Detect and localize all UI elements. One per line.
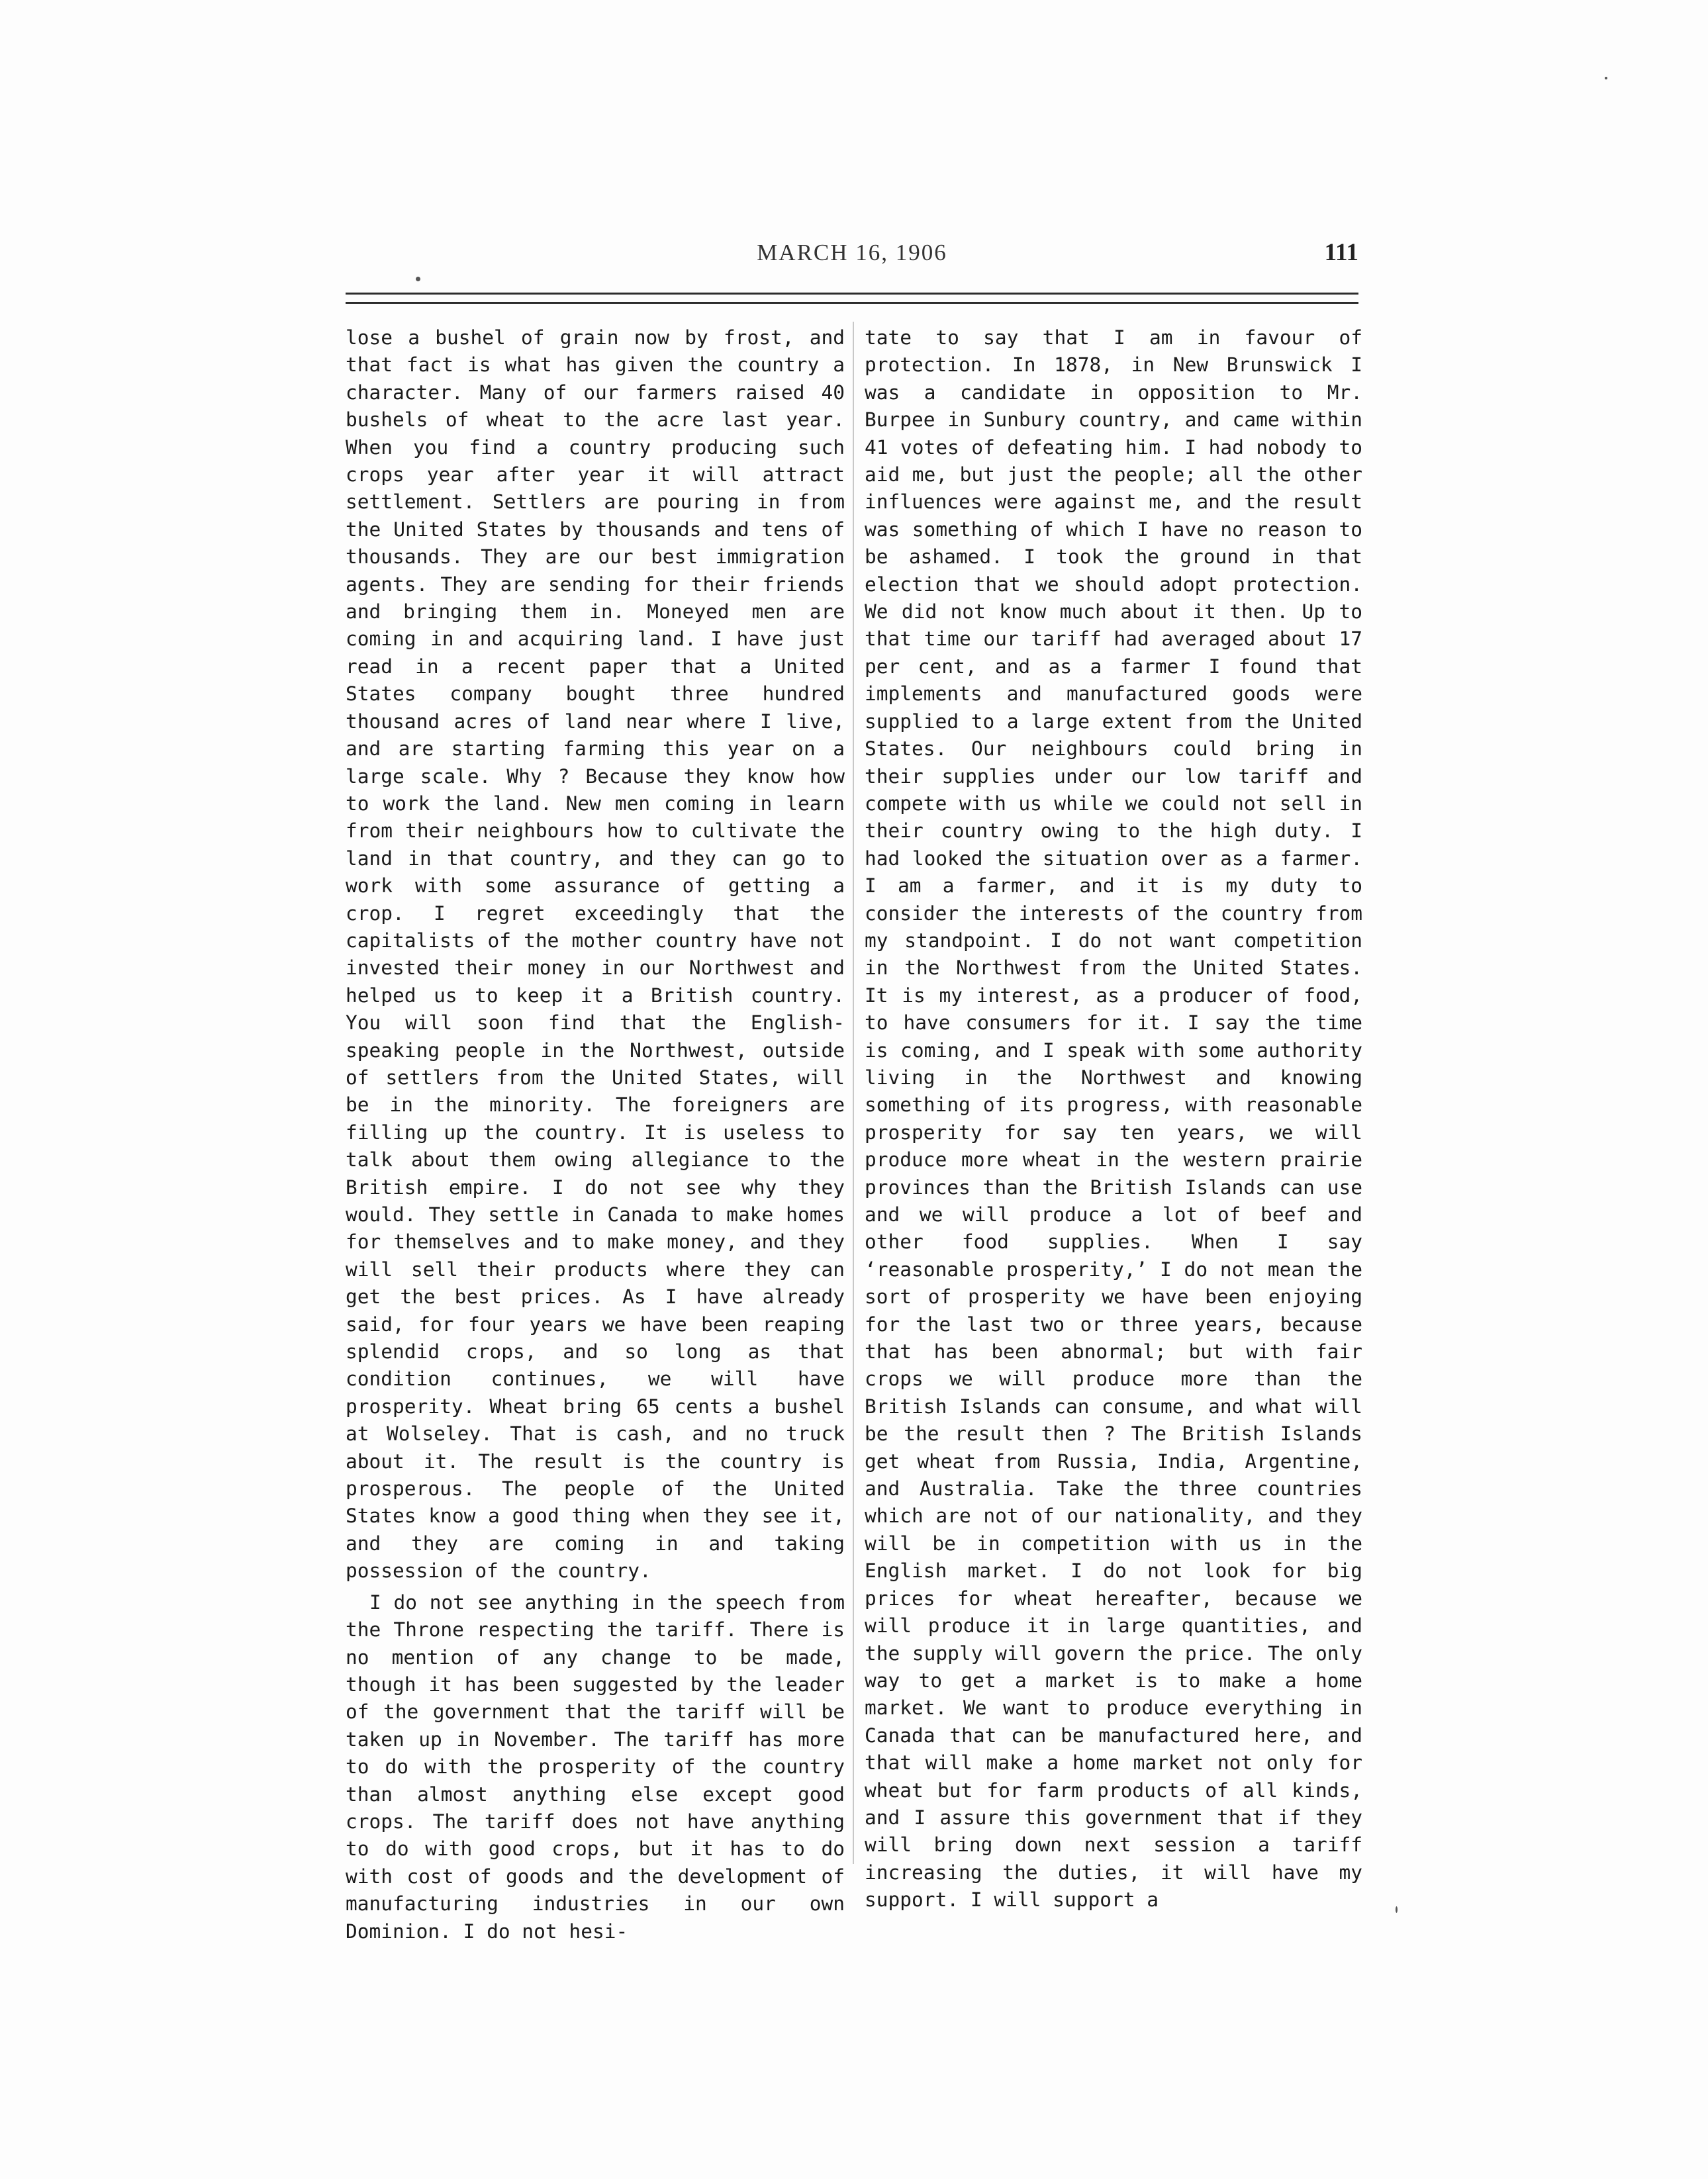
left-paragraph-1: lose a bushel of grain now by frost, and that fact is what has given the country a character. Many of our farmers raised 40 bushels of wheat to the acre last year. When you find a country producing such crops year after year it will attract settlement. Settlers are pouring in from the United States by thousands and tens of thousands. They are our best immigration agents. They are sending for their friends and bringing them in. Moneyed men are coming in and acquiring land. I have just read in a recent paper that a United States company bought three hundred thousand acres of land near where I live, and are starting farming this year on a large scale. Why ? Because they know how to work the land. New men coming in learn from their neighbours how to cultivate the land in that country, and they can go to work with some assurance of getting a crop. I regret exceedingly that the capitalists of the mother country have not invested their money in our Northwest and helped us to keep it a British country. You will soon find that the English-speaking people in the Northwest, outside of settlers from the United States, will be in the minority. The foreigners are filling up the country. It is useless to talk about them owing allegiance to the British empire. I do not see why they would. They settle in Canada to make homes for themselves and to make money, and they will sell their products where they can get the best prices. As I have already said, for four years we have been reaping splendid crops, and so long as that condition continues, we will have prosperity. Wheat bring 65 cents a bushel at Wolseley. That is cash, and no truck about it. The result is the country is prosperous. The people of the United States know a good thing when they see it, and they are coming in and taking possession of the country. [346, 326, 845, 1583]
header-date: MARCH 16, 1906 [757, 240, 947, 265]
page-number: 111 [1324, 239, 1358, 266]
scan-speck [1396, 1906, 1398, 1913]
header-rule-top [346, 293, 1358, 295]
right-paragraph-1: tate to say that I am in favour of protection. In 1878, in New Brunswick I was a candidate in opposition to Mr. Burpee in Sunbury country, and came within 41 votes of defeating him. I had nobody to aid me, but just the people; all the other influences were against me, and the result was something of which I have no reason to be ashamed. I took the ground in that election that we should adopt protection. We did not know much about it then. Up to that time our tariff had averaged about 17 per cent, and as a farmer I found that implements and manufactured goods were supplied to a large extent from the United States. Our neighbours could bring in their supplies under our low tariff and compete with us while we could not sell in their country owing to the high duty. I had looked the situation over as a farmer. I am a farmer, and it is my duty to consider the interests of the country from my standpoint. I do not want competition in the Northwest from the United States. It is my interest, as a producer of food, to have consumers for it. I say the time is coming, and I speak with some authority living in the Northwest and knowing something of its progress, with reasonable prosperity for say ten years, we will produce more wheat in the western prairie provinces than the British Islands can use and we will produce a lot of beef and other food supplies. When I say ‘reasonable prosperity,’ I do not mean the sort of prosperity we have been enjoying for the last two or three years, because that has been abnormal; but with fair crops we will produce more than the British Islands can consume, and what will be the result then ? The British Islands get wheat from Russia, India, Argentine, and Australia. Take the three countries which are not of our nationality, and they will be in competition with us in the English market. I do not look for big prices for wheat hereafter, because we will produce it in large quantities, and the supply will govern the price. The only way to get a market is to make a home market. We want to produce everything in Canada that can be manufactured here, and that will make a home market not only for wheat but for farm products of all kinds, and I assure this government that if they will bring down next session a tariff increasing the duties, it will have my support. I will support a [865, 326, 1362, 1912]
left-column [346, 324, 845, 1945]
running-header [346, 237, 1358, 277]
scan-speck [1605, 77, 1607, 79]
column-divider [853, 322, 854, 1864]
header-rule-bottom [346, 302, 1358, 304]
scan-speck [416, 277, 420, 281]
left-paragraph-2: I do not see anything in the speech from the Throne respecting the tariff. There is no mention of any change to be made, though it has been suggested by the leader of the government that the tariff will be taken up in November. The tariff has more to do with the prosperity of the country than almost anything else except good crops. The tariff does not have anything to do with good crops, but it has to do with cost of goods and the development of manufacturing industries in our own Dominion. I do not hesi- [346, 1591, 845, 1943]
right-column [865, 324, 1362, 1914]
